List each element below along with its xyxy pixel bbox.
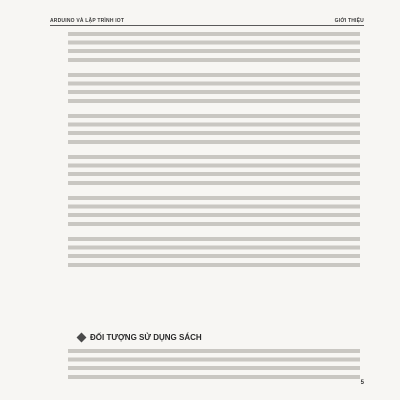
paragraph: [68, 237, 360, 271]
paragraph: [68, 349, 360, 383]
paragraph: [68, 32, 360, 66]
section-heading: [78, 333, 202, 342]
body-text: [68, 32, 360, 278]
paragraph: [68, 155, 360, 189]
header-rule: [50, 25, 364, 26]
section-heading-text: ĐỐI TƯỢNG SỬ DỤNG SÁCH: [90, 333, 202, 342]
diamond-bullet-icon: [77, 333, 87, 343]
paragraph: [68, 196, 360, 230]
running-header: [50, 14, 364, 24]
page-number: 5: [360, 380, 364, 386]
header-book-title: ARDUINO VÀ LẬP TRÌNH IOT: [50, 18, 125, 24]
header-chapter-title: GIỚI THIỆU: [334, 18, 364, 24]
section-body-text: [68, 349, 360, 390]
paragraph: [68, 114, 360, 148]
paragraph: [68, 73, 360, 107]
